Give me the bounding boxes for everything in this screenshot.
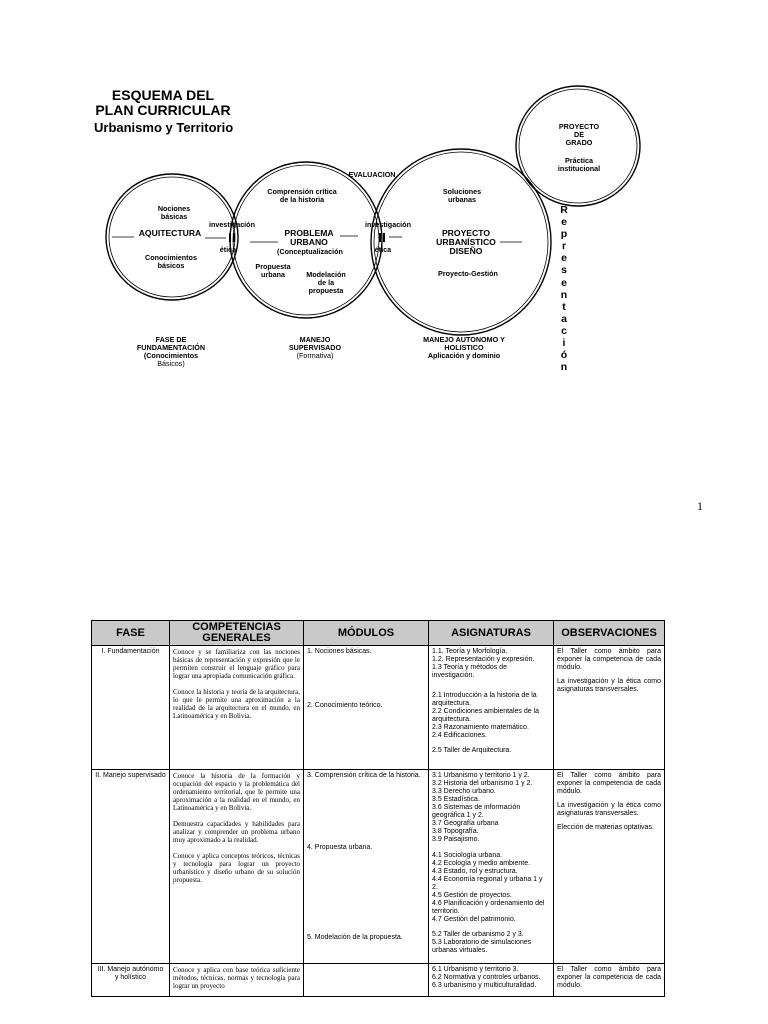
propuesta-urbana-label: Propuesta urbana bbox=[255, 262, 291, 279]
modelacion-label: Modelación de la propuesta bbox=[306, 270, 346, 295]
asignaturas-cell: 6.1 Urbanismo y territorio 3. 6.2 Normativa y controles urbanos. 6.3 urbanismo y multiculturalidad. bbox=[429, 964, 554, 997]
header-asignaturas: ASIGNATURAS bbox=[429, 621, 554, 646]
competencias-cell: Conoce y se familiariza con las nociones básicas de representación y expresión que le permiten construir el lenguaje gráfico para lograr una apropiada comunicación gráfica. Conoce la historia y teoría de la arquitectura, lo que le permite una aproximación a la realidad de la arquitectura en el mundo, en Latinoamérica y en Bolivia. bbox=[170, 646, 304, 770]
asignaturas-cell: 3.1 Urbanismo y territorio 1 y 2. 3.2 Historia del urbanismo 1 y 2. 3.3 Derecho urbano. 3.5 Estadística. 3.6 Sistemas de información geográfica 1 y 2. 3.7 Geografía urbana 3.8 Topografía. 3.9 Paisajismo. 4.1 Sociología urbana. 4.2 Ecología y medio ambiente. 4.3 Estado, rol y estructura. 4.4 Economía regional y urbana 1 y 2. 4.5 Gestión de proyectos. 4.6 Planificación y ordenamiento del territorio. 4.7 Gestión del patrimonio. 5.2 Taller de urbanismo 2 y 3. 5.3 Laboratorio de simulaciones urbanas virtuales. bbox=[429, 770, 554, 964]
competencias-cell: Conoce la historia de la formación y ocupación del espacio y la problemática del ordenamiento territorial, que le permite una aproximación a la realidad en el mundo, en Latinoamérica y en Bolivia. Demuestra capacidades y habilidades para analizar y comprender un problema urbano muy aproximado a la realidad. Conoce y aplica conceptos teóricos, técnicas y tecnología para lograr un proyecto urbanístico y diseño urbano de su solución propuesta. bbox=[170, 770, 304, 964]
header-fase: FASE bbox=[92, 621, 170, 646]
header-competencias: COMPETENCIAS GENERALES bbox=[170, 621, 304, 646]
competencias-cell: Conoce y aplica con base teórica suficiente métodos, técnicas, normas y tecnología para lograr un proyecto bbox=[170, 964, 304, 997]
arquitectura-label: AQUITECTURA bbox=[138, 228, 202, 238]
fase-cell: II. Manejo supervisado bbox=[92, 770, 170, 964]
observaciones-cell: El Taller como ámbito para exponer la competencia de cada módulo. La investigación y la ética como asignaturas transversales. bbox=[554, 646, 665, 770]
fase-cell: III. Manejo autónomo y holístico bbox=[92, 964, 170, 997]
fase-fundamentacion-label: FASE DE FUNDAMENTACIÓN (Conocimientos Básicos) bbox=[136, 335, 206, 368]
conceptualizacion-label: (Conceptualización bbox=[277, 247, 343, 256]
manejo-autonomo-label: MANEJO AUTONOMO Y HOLISTICO Aplicación y dominio bbox=[423, 335, 505, 360]
problema-urbano-label: PROBLEMA URBANO bbox=[284, 228, 334, 247]
etica-label-1: ética bbox=[219, 245, 237, 254]
practica-label: Práctica institucional bbox=[557, 156, 601, 173]
table-header-row bbox=[92, 621, 665, 646]
page-subtitle: Urbanismo y Territorio bbox=[94, 120, 234, 135]
observaciones-cell: El Taller como ámbito para exponer la competencia de cada módulo. bbox=[554, 964, 665, 997]
table-row bbox=[92, 646, 665, 770]
table-row bbox=[92, 770, 665, 964]
page-title: ESQUEMA DEL PLAN CURRICULAR bbox=[95, 87, 231, 118]
etica-label-2: ética bbox=[374, 245, 392, 254]
modulos-cell: 3. Comprensión crítica de la historia. 4. Propuesta urbana. 5. Modelación de la propuesta. bbox=[304, 770, 429, 964]
representacion-vertical-label: R e p r e s e n t a c i ó n bbox=[560, 204, 568, 374]
curriculum-diagram bbox=[0, 0, 768, 400]
observaciones-cell: El Taller como ámbito para exponer la competencia de cada módulo. La investigación y la ética como asignaturas transversales. Elección de materias optativas. bbox=[554, 770, 665, 964]
proyecto-gestion-label: Proyecto-Gestión bbox=[438, 269, 498, 278]
manejo-supervisado-label: MANEJO SUPERVISADO (Formativa) bbox=[288, 335, 342, 360]
table-row bbox=[92, 964, 665, 997]
curriculum-table bbox=[91, 620, 665, 997]
conocimientos-label: Conocimientos básicos bbox=[145, 253, 197, 270]
header-modulos: MÓDULOS bbox=[304, 621, 429, 646]
comprension-label: Comprensión crítica de la historia bbox=[267, 187, 337, 204]
fase-cell: I. Fundamentación bbox=[92, 646, 170, 770]
modulos-cell bbox=[304, 964, 429, 997]
evaluacion-label: EVALUACION bbox=[348, 170, 396, 179]
soluciones-label: Soluciones urbanas bbox=[442, 187, 482, 204]
proyecto-grado-label: PROYECTO DE GRADO bbox=[558, 122, 600, 147]
nociones-label: Nociones básicas bbox=[157, 204, 191, 221]
proyecto-urbanistico-label: PROYECTO URBANÍSTICO DISEÑO bbox=[436, 228, 496, 256]
asignaturas-cell: 1.1. Teoría y Morfología. 1.2. Representación y expresión. 1.3 Teoría y métodos de investigación. 2.1 Introducción a la historia de la arquitectura. 2.2 Condiciones ambientales de la arquitectura. 2.3 Razonamiento matemático. 2.4 Edificaciones. 2.5 Taller de Arquitectura. bbox=[429, 646, 554, 770]
investigacion-label-2: investigación bbox=[365, 220, 411, 229]
modulos-cell: 1. Nociones básicas. 2. Conocimiento teórico. bbox=[304, 646, 429, 770]
investigacion-label-1: investigación bbox=[209, 220, 255, 229]
page-number: 1 bbox=[697, 499, 703, 513]
header-observaciones: OBSERVACIONES bbox=[554, 621, 665, 646]
